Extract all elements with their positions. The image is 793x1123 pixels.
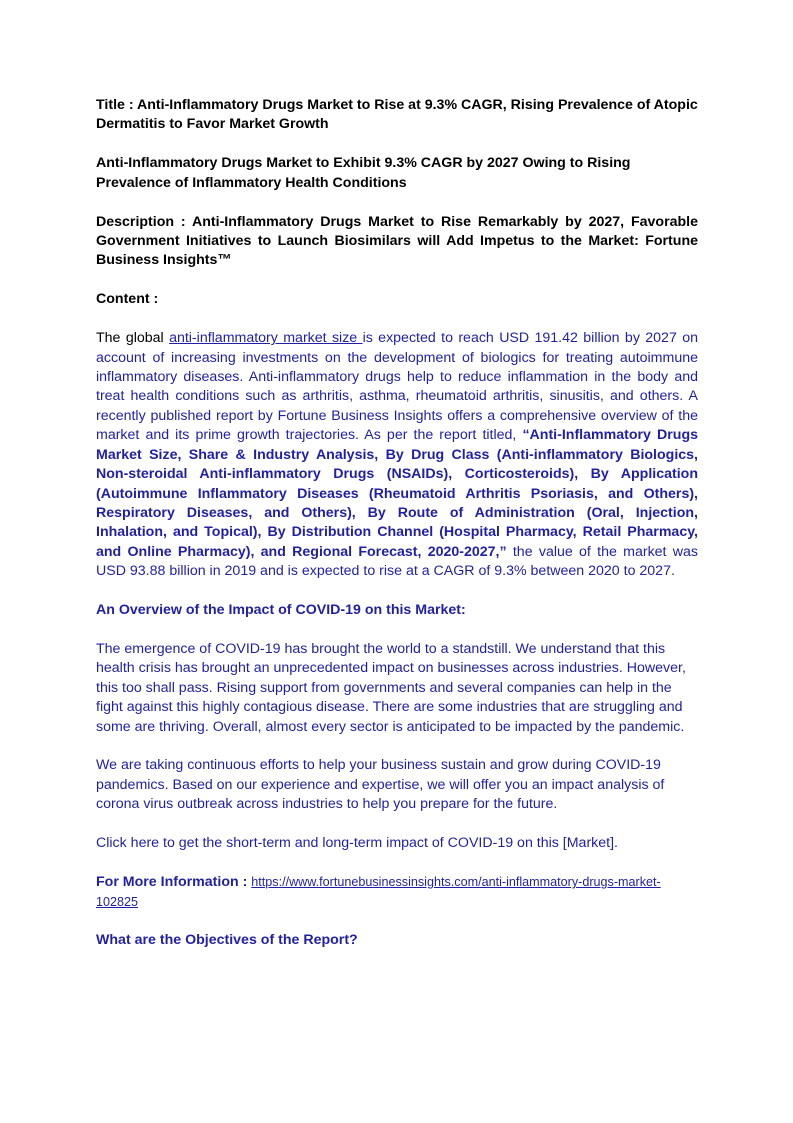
more-info-link[interactable]: https://www.fortunebusinessinsights.com/anti-inflammatory-drugs-market-102825 xyxy=(96,875,661,909)
intro-body-end: the value of the market was USD 93.88 billion in 2019 and is expected to rise at a CAGR of 9.3% between 2020 to 2027. xyxy=(96,543,699,580)
more-info xyxy=(96,873,698,912)
covid-paragraph-2: We are taking continuous efforts to help your business sustain and grow during COVID-19 pandemics. Based on our experience and expertise, we will offer you an impact analysis of corona virus outbreak across industries to help you prepare for the future. xyxy=(96,757,665,813)
content-label: Content : xyxy=(96,291,159,308)
report-title: “Anti-Inflammatory Drugs Market Size, Share & Industry Analysis, By Drug Class (Anti-inflammatory Biologics, Non-steroidal Anti-inflammatory Drugs (NSAIDs), Corticosteroids), By Application (Autoimmune Inflammatory Diseases (Rheumatoid Arthritis Psoriasis, and Others), Respiratory Diseases, and Others), By Route of Administration (Oral, Injection, Inhalation, and Topical), By Distribution Channel (Hospital Pharmacy, Retail Pharmacy, and Online Pharmacy), and Regional Forecast, 2020-2027,” xyxy=(96,427,699,560)
objectives-heading: What are the Objectives of the Report? xyxy=(96,932,358,949)
more-info-label: For More Information : xyxy=(96,874,252,891)
click-here-text[interactable]: Click here to get the short-term and long-term impact of COVID-19 on this [Market]. xyxy=(96,835,618,852)
covid-heading: An Overview of the Impact of COVID-19 on this Market: xyxy=(96,602,466,619)
intro-body: is expected to reach USD 191.42 billion by 2027 on account of increasing investments on the development of biologics for treating autoimmune inflammatory diseases. Anti-inflammatory drugs help to reduce inflammation in the body and treat health conditions such as arthritis, asthma, rheumatoid arthritis, sinusitis, and others. A recently published report by Fortune Business Insights offers a comprehensive overview of the market and its prime growth trajectories. As per the report titled, xyxy=(96,330,698,444)
intro-paragraph xyxy=(96,329,698,581)
document-page xyxy=(96,96,698,951)
document-subtitle: Anti-Inflammatory Drugs Market to Exhibit 9.3% CAGR by 2027 Owing to Rising Prevalence of Inflammatory Health Conditions xyxy=(96,155,631,191)
market-size-link[interactable]: anti-inflammatory market size xyxy=(169,330,363,347)
document-description: Description : Anti-Inflammatory Drugs Market to Rise Remarkably by 2027, Favorable Government Initiatives to Launch Biosimilars will Add Impetus to the Market: Fortune Business Insights™ xyxy=(96,213,698,269)
intro-prefix: The global xyxy=(96,330,170,347)
covid-paragraph-1: The emergence of COVID-19 has brought the world to a standstill. We understand that this health crisis has brought an unprecedented impact on businesses across industries. However, this too shall pass. Rising support from governments and several companies can help in the fight against this highly contagious disease. There are some industries that are struggling and some are thriving. Overall, almost every sector is anticipated to be impacted by the pandemic. xyxy=(96,640,686,735)
document-title: Title : Anti-Inflammatory Drugs Market to Rise at 9.3% CAGR, Rising Prevalence of Atopic Dermatitis to Favor Market Growth xyxy=(96,97,698,133)
